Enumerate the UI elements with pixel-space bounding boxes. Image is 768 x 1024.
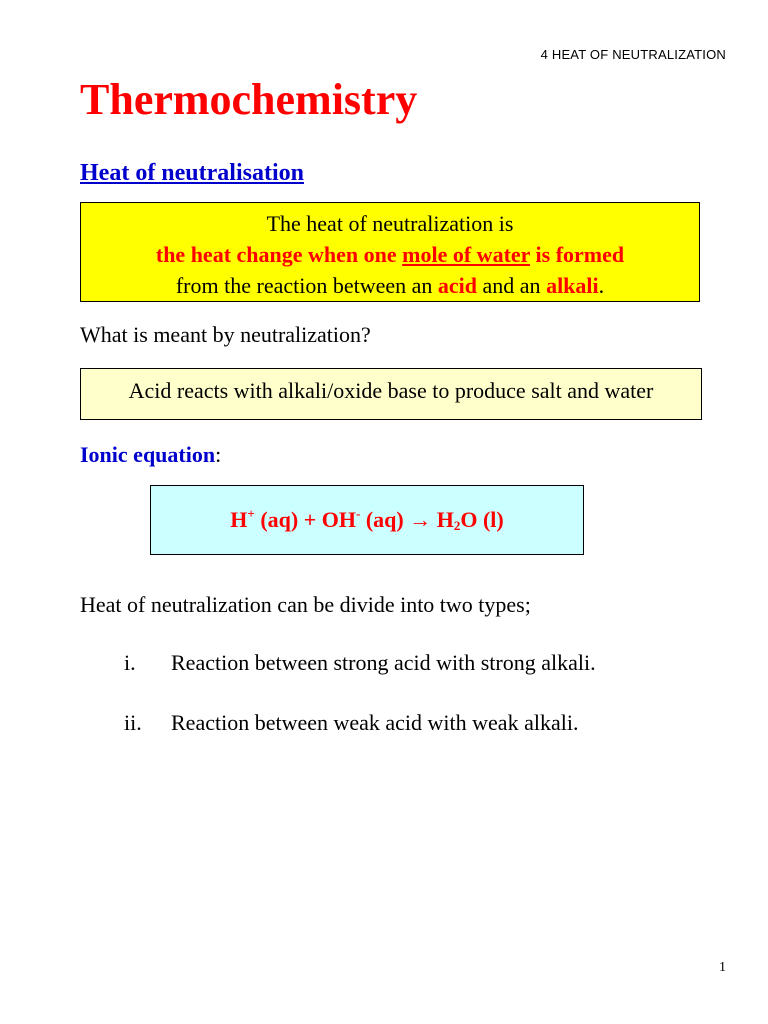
equation-part-3: O (l) — [460, 507, 504, 532]
list-item-number: ii. — [124, 710, 142, 735]
answer-text: Acid reacts with alkali/oxide base to produce salt and water — [128, 378, 654, 403]
definition-line-2-start: the heat change when one — [155, 242, 403, 267]
definition-alkali: alkali — [546, 273, 599, 298]
definition-line-3-mid: and an — [477, 273, 547, 298]
equation-part-2: (aq) → H — [360, 507, 454, 532]
ionic-equation-heading — [80, 440, 221, 470]
definition-box — [80, 202, 700, 302]
equation-part-1: (aq) + OH — [254, 507, 356, 532]
question-text: What is meant by neutralization? — [80, 322, 371, 347]
definition-line-1: The heat of neutralization is — [266, 211, 514, 236]
equation-box — [150, 485, 584, 555]
definition-acid: acid — [437, 273, 478, 298]
equation-water-subscript: 2 — [453, 518, 461, 533]
section-subtitle: Heat of neutralisation — [80, 160, 304, 186]
definition-mole-of-water: mole of water — [402, 242, 531, 267]
definition-line-3-end: . — [598, 273, 605, 298]
ionic-equation-label: Ionic equation — [80, 442, 216, 467]
header-label: 4 HEAT OF NEUTRALIZATION — [540, 47, 726, 62]
equation-h: H — [230, 507, 248, 532]
page-title: Thermochemistry — [80, 75, 418, 124]
answer-box — [80, 368, 702, 420]
types-intro: Heat of neutralization can be divide into two types; — [80, 592, 531, 617]
list-item-number: i. — [124, 650, 136, 675]
equation-oh-charge: - — [355, 506, 361, 521]
page-number: 1 — [719, 960, 726, 975]
list-item-text: Reaction between strong acid with strong alkali. — [171, 650, 596, 675]
list-item-text: Reaction between weak acid with weak alkali. — [171, 710, 579, 735]
definition-line-3-start: from the reaction between an — [175, 273, 438, 298]
definition-line-2 — [81, 239, 699, 270]
definition-line-2-end: is formed — [530, 242, 625, 267]
definition-line-3 — [81, 270, 699, 301]
equation-h-charge: + — [247, 506, 255, 521]
ionic-equation-colon: : — [215, 442, 222, 467]
